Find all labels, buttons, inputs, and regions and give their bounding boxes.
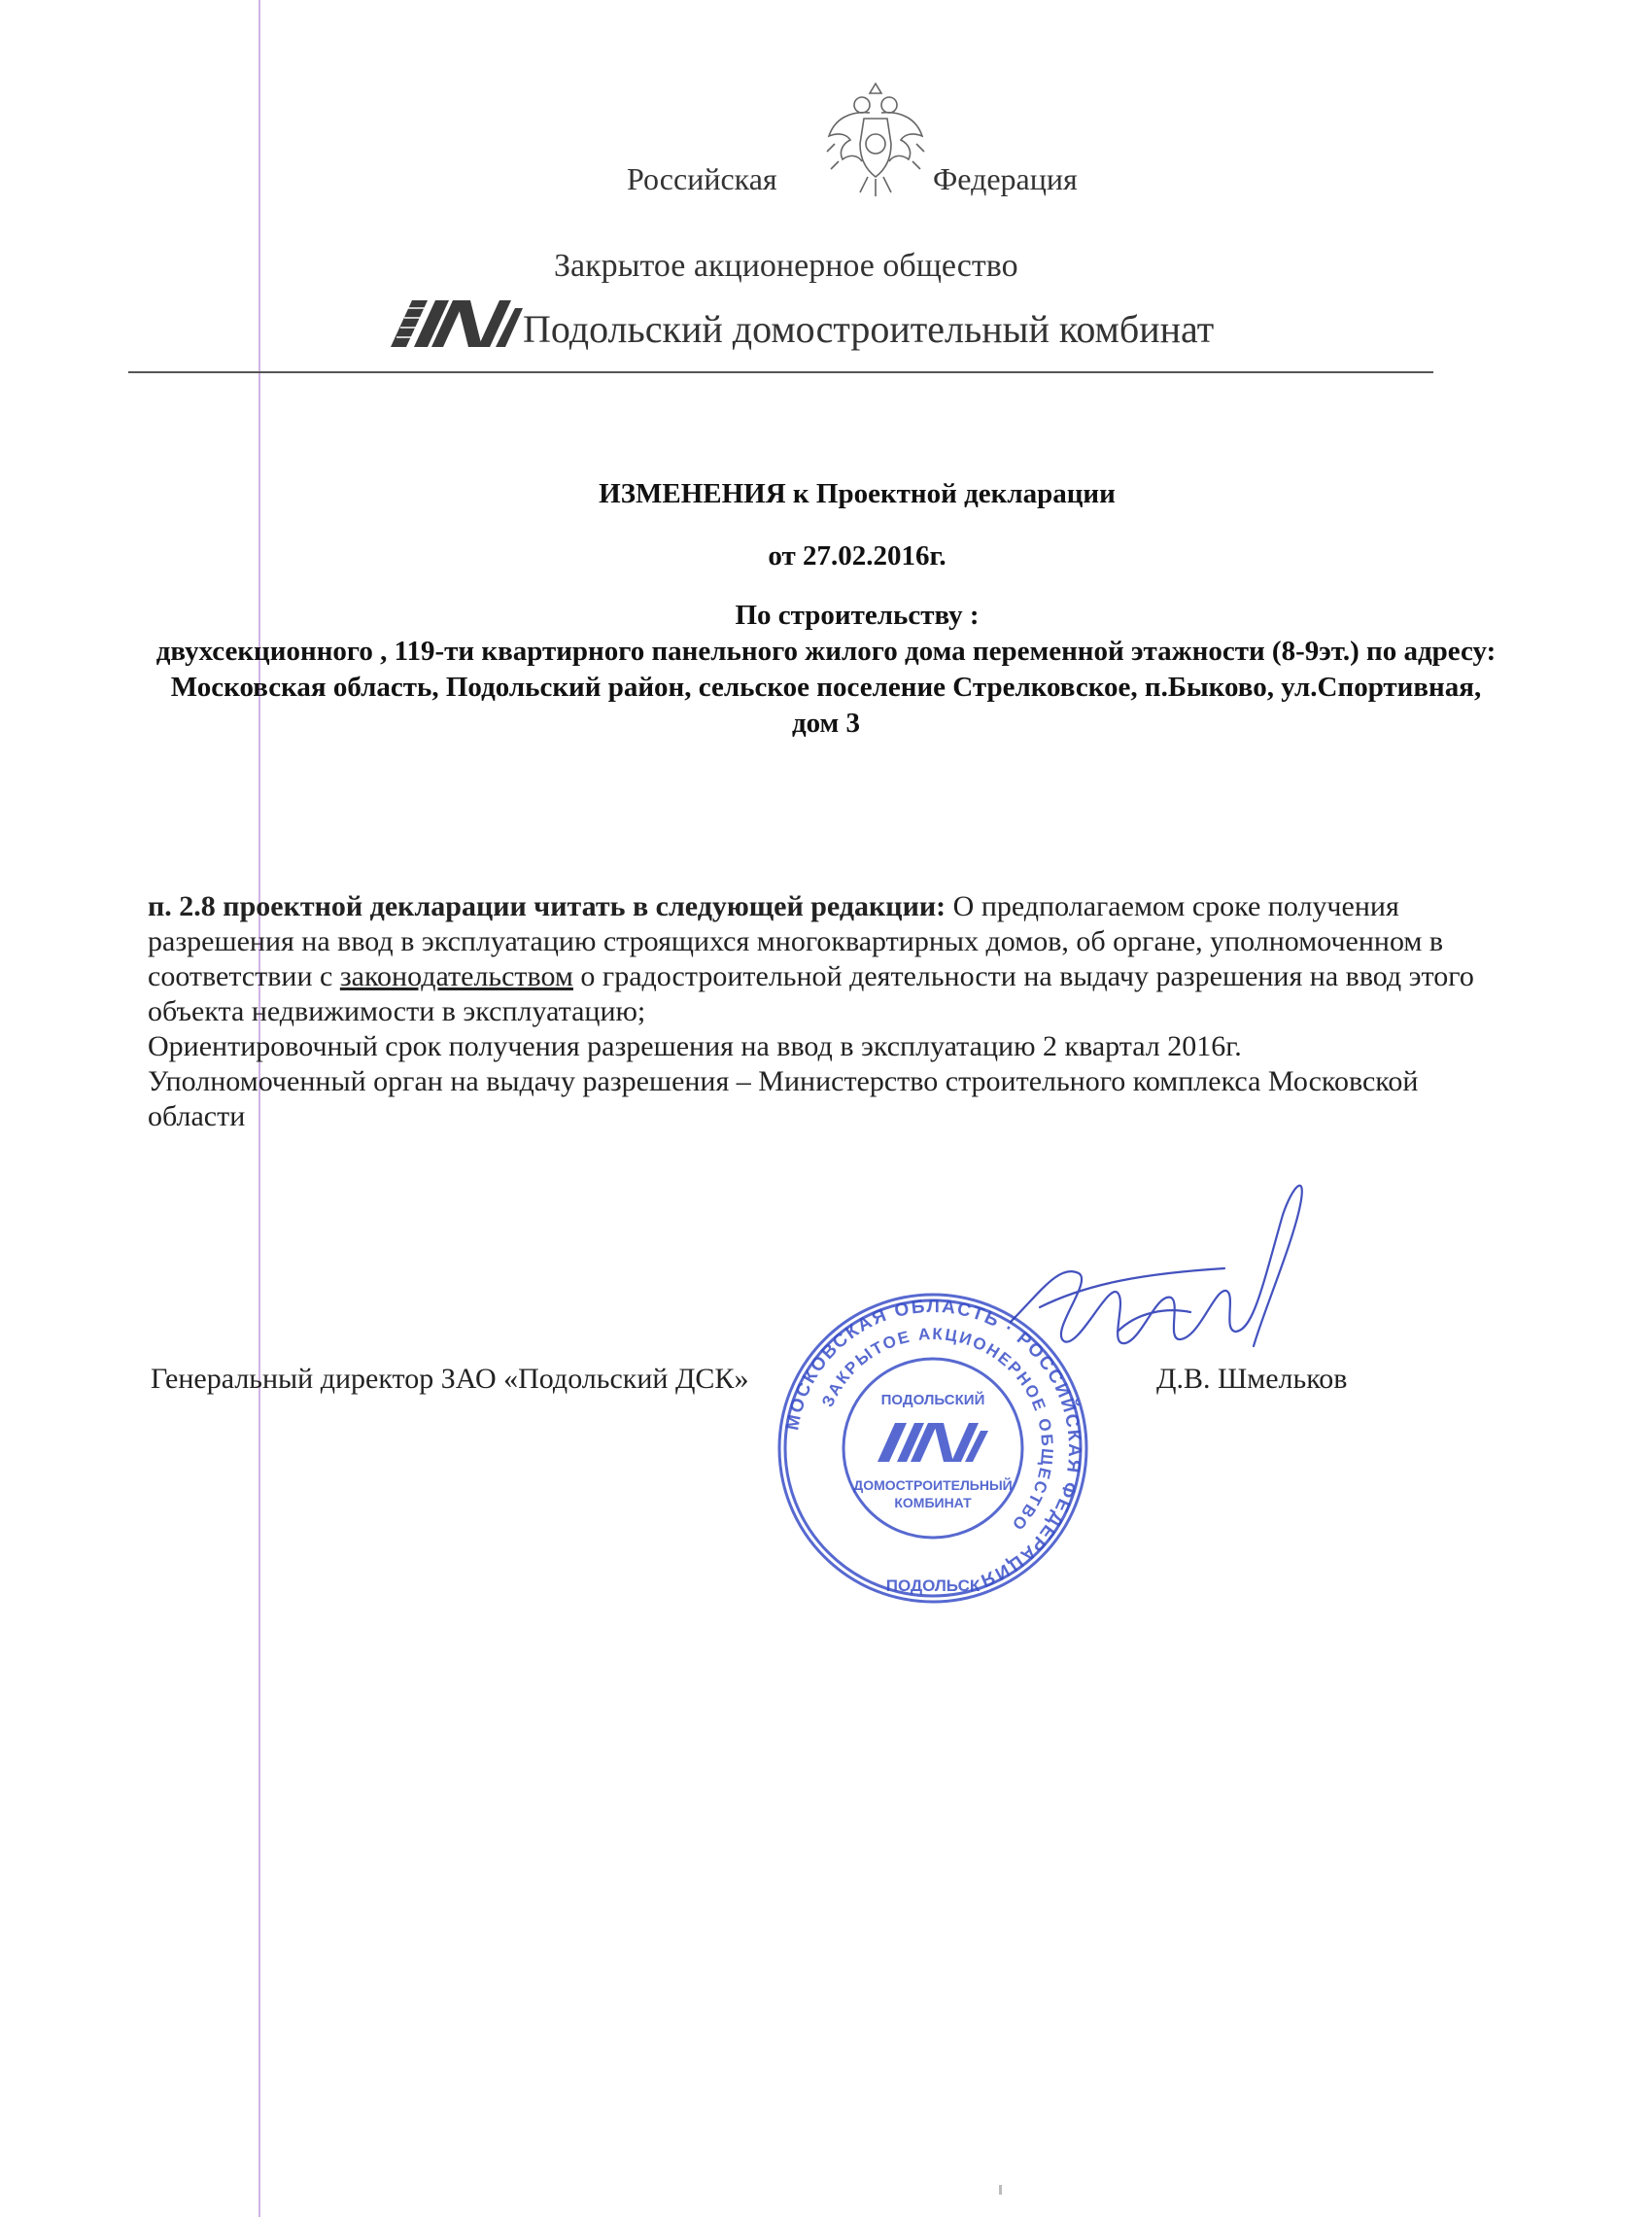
- signatory-name: Д.В. Шмельков: [1156, 1363, 1348, 1395]
- seal-inner-top: ПОДОЛЬСКИЙ: [880, 1392, 985, 1408]
- seal-logo-icon: [878, 1423, 988, 1462]
- document-title: ИЗМЕНЕНИЯ к Проектной декларации: [599, 478, 1116, 509]
- seal-city: ПОДОЛЬСК: [885, 1576, 981, 1595]
- document-date: от 27.02.2016г.: [768, 540, 946, 572]
- document-subject: двухсекционного , 119-ти квартирного панельного жилого дома переменной этажности (8-9эт.) по адресу: Московская область, Подольский район, сельское поселение Стрелковское, п.Быково, ул.Спортивная, дом 3: [155, 636, 1497, 739]
- handwritten-signature: [972, 1176, 1341, 1400]
- body-paragraph-3: Уполномоченный орган на выдачу разрешения – Министерство строительного комплекса Московской области: [148, 1065, 1419, 1132]
- seal-middle-text: ЗАКРЫТОЕ АКЦИОНЕРНОЕ ОБЩЕСТВО: [818, 1324, 1057, 1536]
- document-body: [148, 889, 1498, 1134]
- header-company-name: Подольский домостроительный комбинат: [523, 307, 1215, 351]
- seal-inner-bottom-1: ДОМОСТРОИТЕЛЬНЫЙ: [853, 1477, 1013, 1493]
- body-paragraph-2: Ориентировочный срок получения разрешения на ввод в эксплуатацию 2 квартал 2016г.: [148, 1030, 1242, 1062]
- body-lead: п. 2.8 проектной декларации читать в следующей редакции:: [148, 890, 946, 922]
- header-country-left: Российская: [627, 161, 777, 196]
- document-subject-label: По строительству :: [735, 600, 980, 631]
- scan-mark: [999, 2185, 1002, 2195]
- body-text-a: О предполагаемом сроке получения разрешения на ввод в эксплуатацию строящихся многоквартирных домов, об органе, уполномоченном в соответствии с: [148, 890, 1444, 992]
- header-country-right: Федерация: [933, 161, 1078, 196]
- russian-coat-of-arms-icon: [821, 76, 930, 200]
- body-paragraph-1: [148, 889, 1498, 1029]
- header-org-type: Закрытое акционерное общество: [554, 248, 1018, 284]
- pdsk-logo-icon: [389, 298, 525, 349]
- seal-inner-bottom-2: КОМБИНАТ: [894, 1495, 972, 1510]
- body-link-legislation: законодательством: [339, 960, 573, 992]
- body-text-b: о градостроительной деятельности на выдачу разрешения на ввод этого объекта недвижимости в эксплуатацию;: [148, 960, 1474, 1027]
- header-divider: [128, 371, 1433, 373]
- seal-outer-text: МОСКОВСКАЯ ОБЛАСТЬ · РОССИЙСКАЯ ФЕДЕРАЦИЯ: [782, 1296, 1085, 1592]
- signatory-position: Генеральный директор ЗАО «Подольский ДСК»: [151, 1363, 749, 1395]
